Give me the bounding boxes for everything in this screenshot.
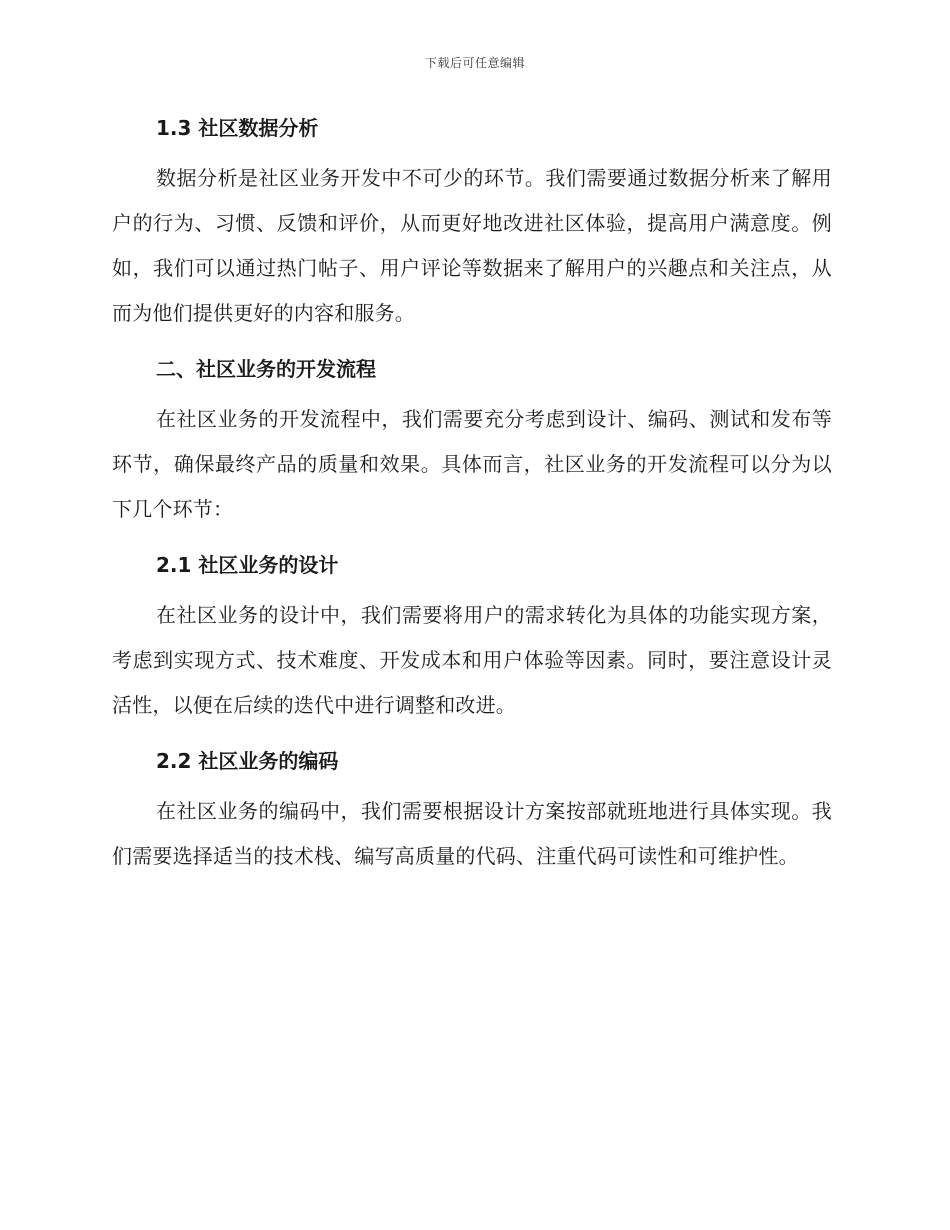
section-paragraph-2: 在社区业务的开发流程中，我们需要充分考虑到设计、编码、测试和发布等环节，确保最终产品的质量和效果。具体而言，社区业务的开发流程可以分为以下几个环节： <box>112 407 832 521</box>
document-body <box>112 112 832 879</box>
page-header-note: 下载后可任意编辑 <box>424 56 525 70</box>
section-paragraph-1-3: 数据分析是社区业务开发中不可少的环节。我们需要通过数据分析来了解用户的行为、习惯、反馈和评价，从而更好地改进社区体验，提高用户满意度。例如，我们可以通过热门帖子、用户评论等数据来了解用户的兴趣点和关注点，从而为他们提供更好的内容和服务。 <box>112 166 832 325</box>
section-heading-1-3: 1.3 社区数据分析 <box>156 116 319 140</box>
section-paragraph-2-1: 在社区业务的设计中，我们需要将用户的需求转化为具体的功能实现方案，考虑到实现方式、技术难度、开发成本和用户体验等因素。同时，要注意设计灵活性，以便在后续的迭代中进行调整和改进。 <box>112 603 832 717</box>
section-heading-2: 二、社区业务的开发流程 <box>156 357 376 381</box>
section-heading-2-2: 2.2 社区业务的编码 <box>156 749 339 773</box>
section-paragraph-2-2: 在社区业务的编码中，我们需要根据设计方案按部就班地进行具体实现。我们需要选择适当的技术栈、编写高质量的代码、注重代码可读性和可维护性。 <box>112 799 832 868</box>
section-heading-2-1: 2.1 社区业务的设计 <box>156 553 339 577</box>
